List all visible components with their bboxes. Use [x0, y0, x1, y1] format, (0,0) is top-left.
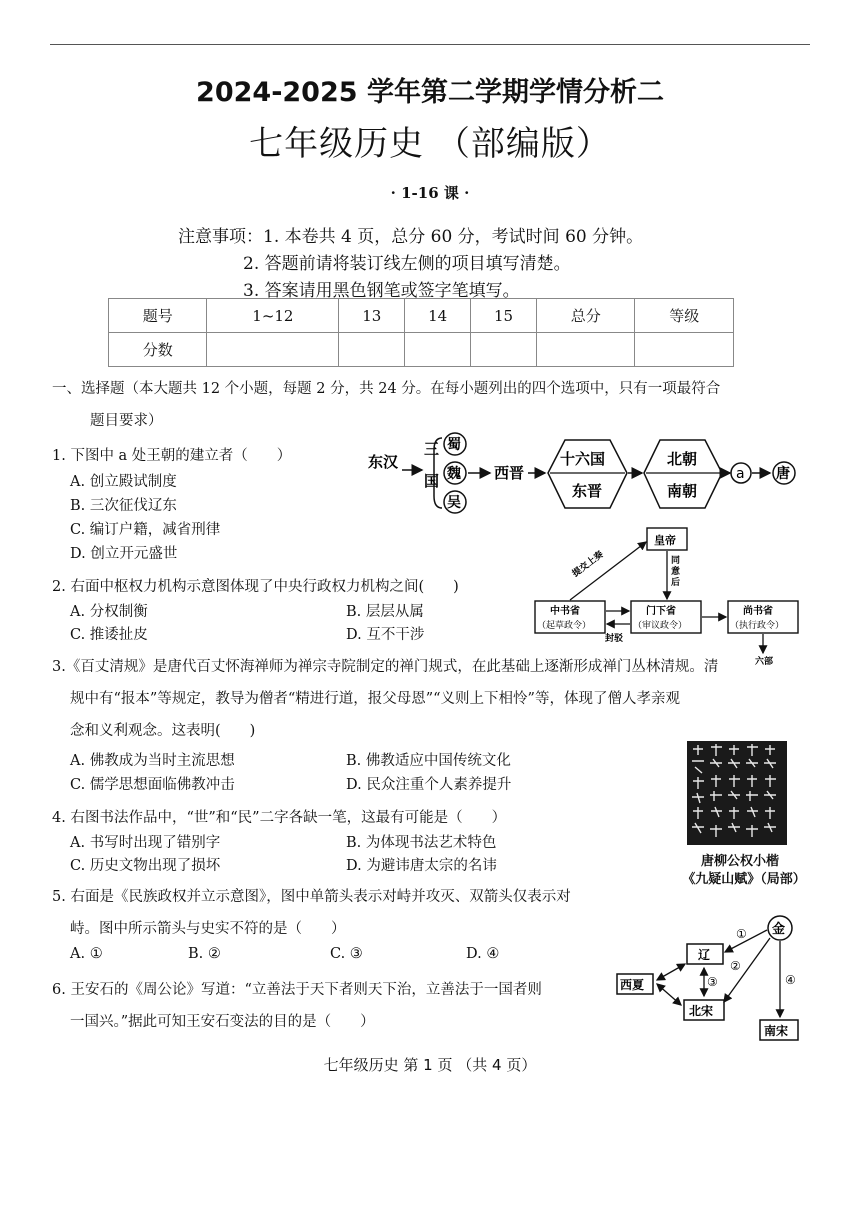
question-6-line-2: 一国兴。”据此可知王安石变法的目的是（ ）: [70, 1014, 375, 1030]
arrow-label-1: ①: [736, 927, 747, 941]
section-heading: 一、选择题（本大题共 12 个小题，每题 2 分，共 24 分。在每小题列出的四个选项中，只有一项最符合: [52, 381, 721, 397]
table-cell: 题号: [109, 299, 207, 333]
svg-text:三: 三: [424, 440, 440, 458]
score-table-row: [109, 333, 734, 367]
six-ministries-label: 六部: [755, 657, 774, 665]
q4-option-c: C. 历史文物出现了损坏: [70, 858, 221, 874]
q2-option-b: B. 层层从属: [346, 604, 424, 620]
zhongshu-label: 中书省: [550, 606, 580, 617]
q4-option-b: B. 为体现书法艺术特色: [346, 835, 497, 851]
question-3-line-2: 规中有“报本”等规定，教导为僧者“精进行道，报父母恩”“义则上下相怜”等，体现了僧人孝亲观: [70, 691, 680, 707]
table-cell: 分数: [109, 333, 207, 367]
q4-option-a: A. 书写时出现了错别字: [70, 835, 221, 851]
submit-label: 提交上奏: [570, 549, 606, 580]
q2-option-a: A. 分权制衡: [70, 604, 148, 620]
score-cell: [207, 333, 339, 367]
exam-title: 2024-2025 学年第二学期学情分析二: [196, 77, 664, 108]
q3-option-d: D. 民众注重个人素养提升: [346, 777, 512, 793]
dynasty-wu: 吴: [447, 495, 461, 511]
question-3-line-3: 念和义利观念。这表明( ): [70, 723, 256, 739]
dynasty-xijin: 西晋: [494, 464, 525, 482]
menxia-label: 门下省: [646, 606, 676, 617]
q1-option-c: C. 编订户籍，减省刑律: [70, 522, 221, 538]
regime-liao: 辽: [698, 948, 711, 962]
score-cell: [635, 333, 734, 367]
dynasty-sixteen-kingdoms: 十六国: [560, 450, 606, 468]
q3-option-c: C. 儒学思想面临佛教冲击: [70, 777, 235, 793]
arrow-label-3: ③: [707, 975, 718, 989]
exam-subtitle: 七年级历史 （部编版）: [249, 124, 611, 164]
calligraphy-caption-2: 《九疑山赋》（局部）: [682, 872, 806, 887]
score-cell: [339, 333, 405, 367]
dynasty-shu: 蜀: [447, 437, 461, 453]
shangshu-label: 尚书省: [743, 606, 773, 617]
table-cell: 总分: [536, 299, 634, 333]
dynasty-wei: 魏: [447, 466, 461, 482]
emperor-label: 皇帝: [654, 534, 676, 547]
q5-option-b: B. ②: [188, 946, 221, 962]
section-heading-cont: 题目要求）: [90, 413, 163, 429]
top-rule: [50, 44, 810, 45]
score-cell: [405, 333, 471, 367]
dynasty-nanchao: 南朝: [667, 482, 698, 500]
return-label: 封驳: [605, 634, 624, 644]
question-1-stem: 1. 下图中 a 处王朝的建立者（ ）: [52, 448, 292, 464]
q5-option-c: C. ③: [330, 946, 363, 962]
regime-xixia: 西夏: [620, 978, 645, 992]
question-2-stem: 2. 右面中枢权力机构示意图体现了中央行政权力机构之间( ): [52, 579, 459, 595]
question-5-line-1: 5. 右面是《民族政权并立示意图》，图中单箭头表示对峙并攻灭、双箭头仅表示对: [52, 889, 571, 905]
calligraphy-caption-1: 唐柳公权小楷: [700, 854, 779, 869]
question-5-line-2: 峙。图中所示箭头与史实不符的是（ ）: [70, 921, 346, 937]
q4-option-d: D. 为避讳唐太宗的名讳: [346, 858, 497, 874]
note-line-1: 注意事项：1. 本卷共 4 页，总分 60 分，考试时间 60 分钟。: [178, 227, 644, 247]
agree-label: 同意后: [671, 556, 681, 588]
note-line-2: 2. 答题前请将装订线左侧的项目填写清楚。: [243, 254, 571, 274]
svg-text:国: 国: [424, 472, 440, 490]
table-cell: 15: [471, 299, 537, 333]
lesson-range: · 1-16 课 ·: [390, 184, 470, 202]
q5-option-a: A. ①: [70, 946, 103, 962]
table-cell: 14: [405, 299, 471, 333]
question-4-stem: 4. 右图书法作品中，“世”和“民”二字各缺一笔，这最有可能是（ ）: [52, 810, 507, 826]
table-cell: 1~12: [207, 299, 339, 333]
zhongshu-sub: （起草政令）: [537, 621, 592, 631]
dynasty-beichao: 北朝: [667, 450, 698, 468]
table-cell: 13: [339, 299, 405, 333]
page-footer: 七年级历史 第 1 页 （共 4 页）: [323, 1056, 537, 1074]
q3-option-a: A. 佛教成为当时主流思想: [70, 753, 235, 769]
dynasty-flow-diagram: [360, 430, 800, 520]
shangshu-sub: （执行政令）: [730, 621, 785, 631]
dynasty-label: 东汉: [368, 453, 399, 471]
regime-jin: 金: [772, 922, 786, 937]
score-cell: [536, 333, 634, 367]
regime-diagram: [612, 912, 808, 1044]
question-6-line-1: 6. 王安石的《周公论》写道：“立善法于天下者则天下治，立善法于一国者则: [52, 982, 542, 998]
calligraphy-image: [687, 741, 787, 845]
arrow-label-2: ②: [730, 959, 741, 973]
menxia-sub: （审议政令）: [633, 621, 688, 631]
note-line-3: 3. 答案请用黑色钢笔或签字笔填写。: [243, 281, 520, 301]
table-cell: 等级: [635, 299, 734, 333]
dynasty-dongjin: 东晋: [572, 482, 603, 500]
q1-option-b: B. 三次征伐辽东: [70, 498, 177, 514]
score-cell: [471, 333, 537, 367]
regime-beisong: 北宋: [689, 1004, 714, 1018]
dynasty-tang: 唐: [776, 466, 790, 482]
arrow-label-4: ④: [785, 973, 796, 987]
q3-option-b: B. 佛教适应中国传统文化: [346, 753, 511, 769]
q2-option-d: D. 互不干涉: [346, 627, 425, 643]
q1-option-d: D. 创立开元盛世: [70, 546, 178, 562]
score-table: [108, 298, 734, 367]
q5-option-d: D. ④: [466, 946, 500, 962]
regime-nansong: 南宋: [764, 1024, 789, 1038]
q2-option-c: C. 推诿扯皮: [70, 627, 148, 643]
question-3-line-1: 3.《百丈清规》是唐代百丈怀海禅师为禅宗寺院制定的禅门规式，在此基础上逐渐形成禅门丛林清规。清: [52, 659, 719, 675]
q1-option-a: A. 创立殿试制度: [70, 474, 177, 490]
dynasty-a: a: [736, 466, 745, 482]
central-power-diagram: [525, 525, 805, 665]
score-table-header-row: [109, 299, 734, 333]
